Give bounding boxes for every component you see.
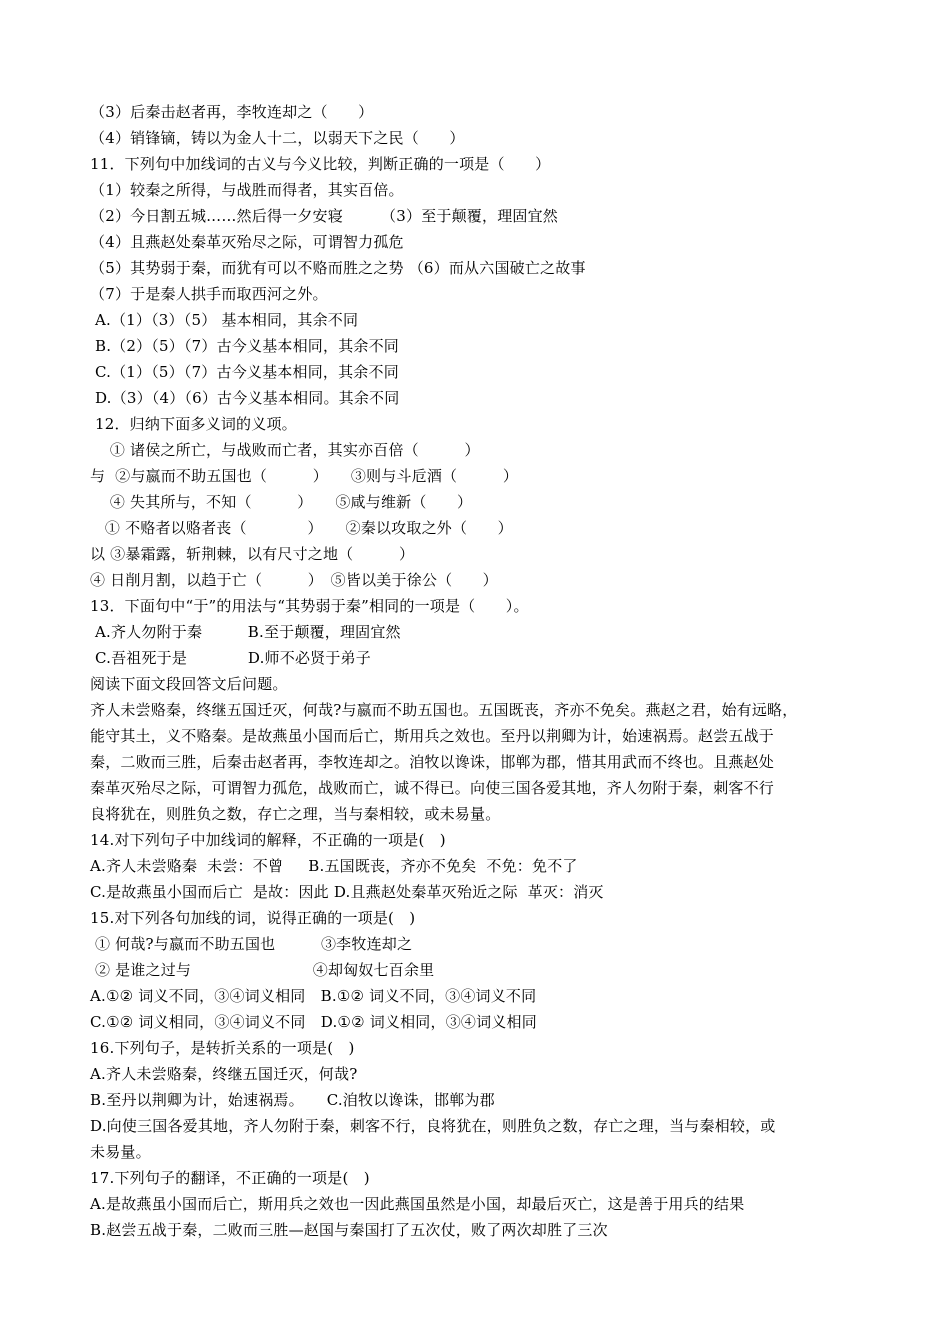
passage-line: 良将犹在，则胜负之数，存亡之理，当与秦相较，或未易量。 [90, 805, 501, 823]
text-line: A.齐人未尝赂秦，终继五国迁灭，何哉? [90, 1065, 358, 1083]
text-line: A.是故燕虽小国而后亡，斯用兵之效也一因此燕国虽然是小国，却最后灭亡，这是善于用兵的结果 [90, 1195, 745, 1213]
question-17-stem: 17.下列句子的翻译，不正确的一项是( ) [90, 1169, 370, 1187]
question-16-stem: 16.下列句子，是转折关系的一项是( ) [90, 1039, 355, 1057]
text-line: （4）销锋镝，铸以为金人十二，以弱天下之民（ ） [90, 129, 465, 147]
text-line: 未易量。 [90, 1143, 151, 1161]
text-line: （2）今日割五城……然后得一夕安寝 （3）至于颠覆，理固宜然 [90, 207, 558, 225]
question-14-stem: 14.对下列句子中加线词的解释，不正确的一项是( ) [90, 831, 446, 849]
passage-line: 秦，二败而三胜，后秦击赵者再，李牧连却之。洎牧以谗诛，邯郸为郡，惜其用武而不终也。且燕赵处 [90, 753, 775, 771]
text-line: B.赵尝五战于秦，二败而三胜—赵国与秦国打了五次仗，败了两次却胜了三次 [90, 1221, 608, 1239]
text-line: A.①② 词义不同，③④词义相同 B.①② 词义不同，③④词义不同 [90, 987, 537, 1005]
text-line: B.至丹以荆卿为计，始速祸焉。 C.洎牧以谗诛，邯郸为郡 [90, 1091, 495, 1109]
question-13-stem: 13．下面句中“于”的用法与“其势弱于秦”相同的一项是（ ）。 [90, 597, 529, 615]
text-line: 与 ②与嬴而不助五国也（ ） ③则与斗卮酒（ ） [90, 467, 519, 485]
text-line: ④ 日削月割，以趋于亡（ ） ⑤皆以美于徐公（ ） [90, 571, 498, 589]
question-15-stem: 15.对下列各句加线的词，说得正确的一项是( ) [90, 909, 416, 927]
reading-instruction: 阅读下面文段回答文后问题。 [90, 675, 288, 693]
text-line: （7）于是秦人拱手而取西河之外。 [90, 285, 328, 303]
passage-line: 能守其土，义不赂秦。是故燕虽小国而后亡，斯用兵之效也。至丹以荆卿为计，始速祸焉。赵尝五战于 [90, 727, 775, 745]
passage-line: 齐人未尝赂秦，终继五国迁灭，何哉?与嬴而不助五国也。五国既丧，齐亦不免矣。燕赵之君，始有远略， [90, 701, 798, 719]
text-line: ② 是谁之过与 ④却匈奴七百余里 [90, 961, 435, 979]
text-line: C.①② 词义相同，③④词义不同 D.①② 词义相同，③④词义相同 [90, 1013, 537, 1031]
text-line: D.向使三国各爱其地，齐人勿附于秦，刺客不行，良将犹在，则胜负之数，存亡之理，当与秦相较，或 [90, 1117, 776, 1135]
text-line: A.齐人未尝赂秦 未尝：不曾 B.五国既丧，齐亦不免矣 不免：免不了 [90, 857, 578, 875]
text-line: ① 何哉?与嬴而不助五国也 ③李牧连却之 [90, 935, 413, 953]
text-line: 以 ③暴霜露，斩荆棘，以有尺寸之地（ ） [90, 545, 415, 563]
option-d: D.（3）（4）（6）古今义基本相同。其余不同 [90, 389, 400, 407]
text-line: C.吾祖死于是 D.师不必贤于弟子 [90, 649, 371, 667]
text-line: A.齐人勿附于秦 B.至于颠覆，理固宜然 [90, 623, 401, 641]
text-line: （1）较秦之所得，与战胜而得者，其实百倍。 [90, 181, 404, 199]
option-c: C.（1）（5）（7）古今义基本相同，其余不同 [90, 363, 399, 381]
text-line: ① 不赂者以赂者丧（ ） ②秦以攻取之外（ ） [90, 519, 513, 537]
text-line: （5）其势弱于秦，而犹有可以不赂而胜之之势 （6）而从六国破亡之故事 [90, 259, 586, 277]
option-b: B.（2）（5）（7）古今义基本相同，其余不同 [90, 337, 399, 355]
text-line: （4）且燕赵处秦革灭殆尽之际，可谓智力孤危 [90, 233, 404, 251]
text-line: C.是故燕虽小国而后亡 是故：因此 D.且燕赵处秦革灭殆近之际 革灭：消灭 [90, 883, 604, 901]
text-line: （3）后秦击赵者再，李牧连却之（ ） [90, 103, 374, 121]
question-11-stem: 11．下列句中加线词的古义与今义比较，判断正确的一项是（ ） [90, 155, 551, 173]
text-line: ① 诸侯之所亡，与战败而亡者，其实亦百倍（ ） [90, 441, 480, 459]
passage-line: 秦革灭殆尽之际，可谓智力孤危，战败而亡，诚不得已。向使三国各爱其地，齐人勿附于秦，刺客不行 [90, 779, 775, 797]
question-12-stem: 12．归纳下面多义词的义项。 [90, 415, 297, 433]
text-line: ④ 失其所与，不知（ ） ⑤咸与维新（ ） [90, 493, 473, 511]
option-a: A.（1）（3）（5） 基本相同，其余不同 [90, 311, 359, 329]
